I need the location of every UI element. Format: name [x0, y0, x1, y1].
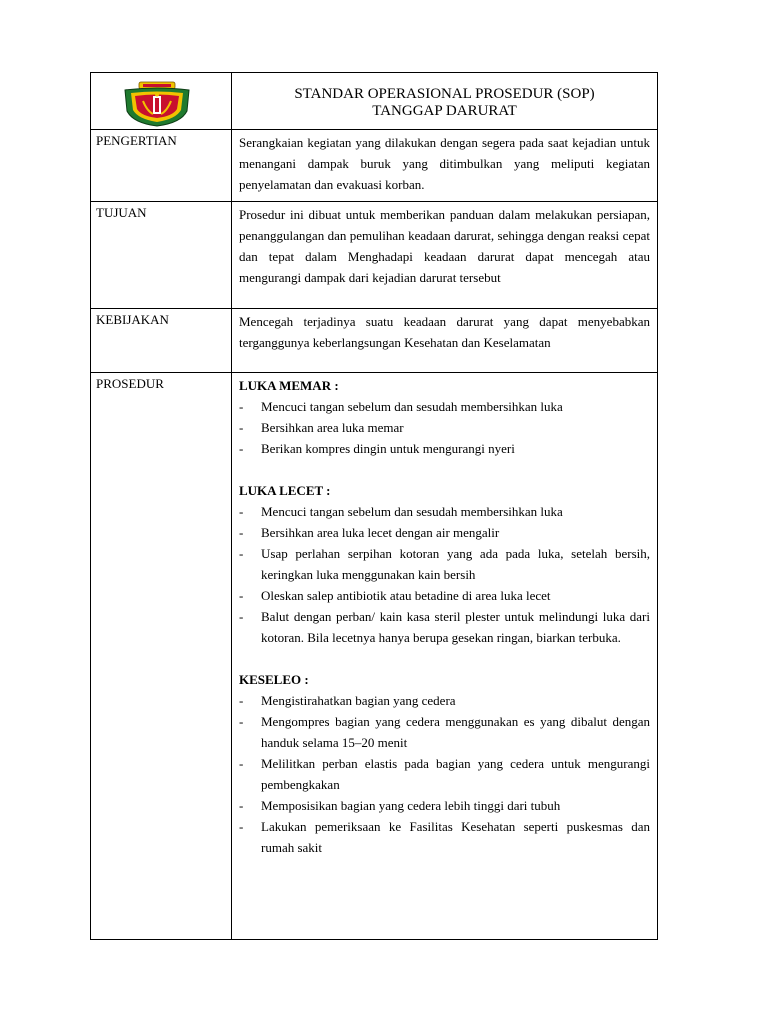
dash-bullet: -: [239, 420, 244, 435]
document-title: [232, 73, 657, 129]
section-heading: LUKA LECET :: [239, 483, 331, 498]
row-prosedur: [91, 372, 657, 940]
list-item: - Memposisikan bagian yang cedera lebih tinggi dari tubuh: [239, 795, 650, 816]
title-line-1: STANDAR OPERASIONAL PROSEDUR (SOP): [294, 86, 595, 102]
section-heading: KESELEO :: [239, 672, 309, 687]
label-kebijakan: KEBIJAKAN: [91, 309, 232, 373]
label-prosedur: PROSEDUR: [91, 373, 232, 940]
list-item: - Bersihkan area luka lecet dengan air mengalir: [239, 522, 650, 543]
label-tujuan: TUJUAN: [91, 202, 232, 309]
list-item: - Oleskan salep antibiotik atau betadine di area luka lecet: [239, 585, 650, 606]
dash-bullet: -: [239, 798, 244, 813]
list-item: - Mencuci tangan sebelum dan sesudah membersihkan luka: [239, 396, 650, 417]
label-pengertian: PENGERTIAN: [91, 130, 232, 202]
list-item: - Melilitkan perban elastis pada bagian yang cedera untuk mengurangi pembengkakan: [239, 753, 650, 795]
list-item: - Usap perlahan serpihan kotoran yang ada pada luka, setelah bersih, keringkan luka menggunakan kain bersih: [239, 543, 650, 585]
list-item: - Balut dengan perban/ kain kasa steril plester untuk melindungi luka dari kotoran. Bila lecetnya hanya berupa gesekan ringan, biarkan terbuka.: [239, 606, 650, 648]
text-kebijakan: Mencegah terjadinya suatu keadaan darurat yang dapat menyebabkan terganggunya keberlangsungan Kesehatan dan Keselamatan: [239, 314, 650, 350]
row-kebijakan: [91, 308, 657, 373]
dash-bullet: -: [239, 546, 244, 561]
list-item: - Berikan kompres dingin untuk mengurangi nyeri: [239, 438, 650, 459]
dash-bullet: -: [239, 819, 244, 834]
list-item: - Mengistirahatkan bagian yang cedera: [239, 690, 650, 711]
dash-bullet: -: [239, 693, 244, 708]
row-tujuan: [91, 201, 657, 309]
section-keseleo: [239, 669, 650, 858]
dash-bullet: -: [239, 714, 244, 729]
coat-of-arms-logo: [121, 81, 193, 127]
title-line-2: TANGGAP DARURAT: [372, 103, 517, 119]
prosedur-content: [232, 373, 657, 940]
row-pengertian: [91, 129, 657, 202]
section-luka-memar: [239, 375, 650, 459]
dash-bullet: -: [239, 756, 244, 771]
list-item: - Mengompres bagian yang cedera menggunakan es yang dibalut dengan handuk selama 15–20 menit: [239, 711, 650, 753]
text-tujuan: Prosedur ini dibuat untuk memberikan panduan dalam melakukan persiapan, penanggulangan dan pemulihan keadaan darurat, sehingga dengan reaksi cepat dan tepat dalam Menghadapi keadaan darurat dapat mencegah atau mengurangi dampak dari kejadian darurat tersebut: [239, 207, 650, 285]
text-pengertian: Serangkaian kegiatan yang dilakukan dengan segera pada saat kejadian untuk menangani dampak buruk yang ditimbulkan yang meliputi kegiatan penyelamatan dan evakuasi korban.: [239, 135, 650, 192]
logo-cell: [91, 73, 232, 129]
header-row: [91, 73, 657, 129]
dash-bullet: -: [239, 609, 244, 624]
dash-bullet: -: [239, 441, 244, 456]
list-item: - Bersihkan area luka memar: [239, 417, 650, 438]
sop-table: [90, 72, 658, 940]
dash-bullet: -: [239, 588, 244, 603]
section-luka-lecet: [239, 480, 650, 648]
dash-bullet: -: [239, 525, 244, 540]
section-heading: LUKA MEMAR :: [239, 378, 339, 393]
dash-bullet: -: [239, 504, 244, 519]
dash-bullet: -: [239, 399, 244, 414]
list-item: - Lakukan pemeriksaan ke Fasilitas Kesehatan seperti puskesmas dan rumah sakit: [239, 816, 650, 858]
list-item: - Mencuci tangan sebelum dan sesudah membersihkan luka: [239, 501, 650, 522]
